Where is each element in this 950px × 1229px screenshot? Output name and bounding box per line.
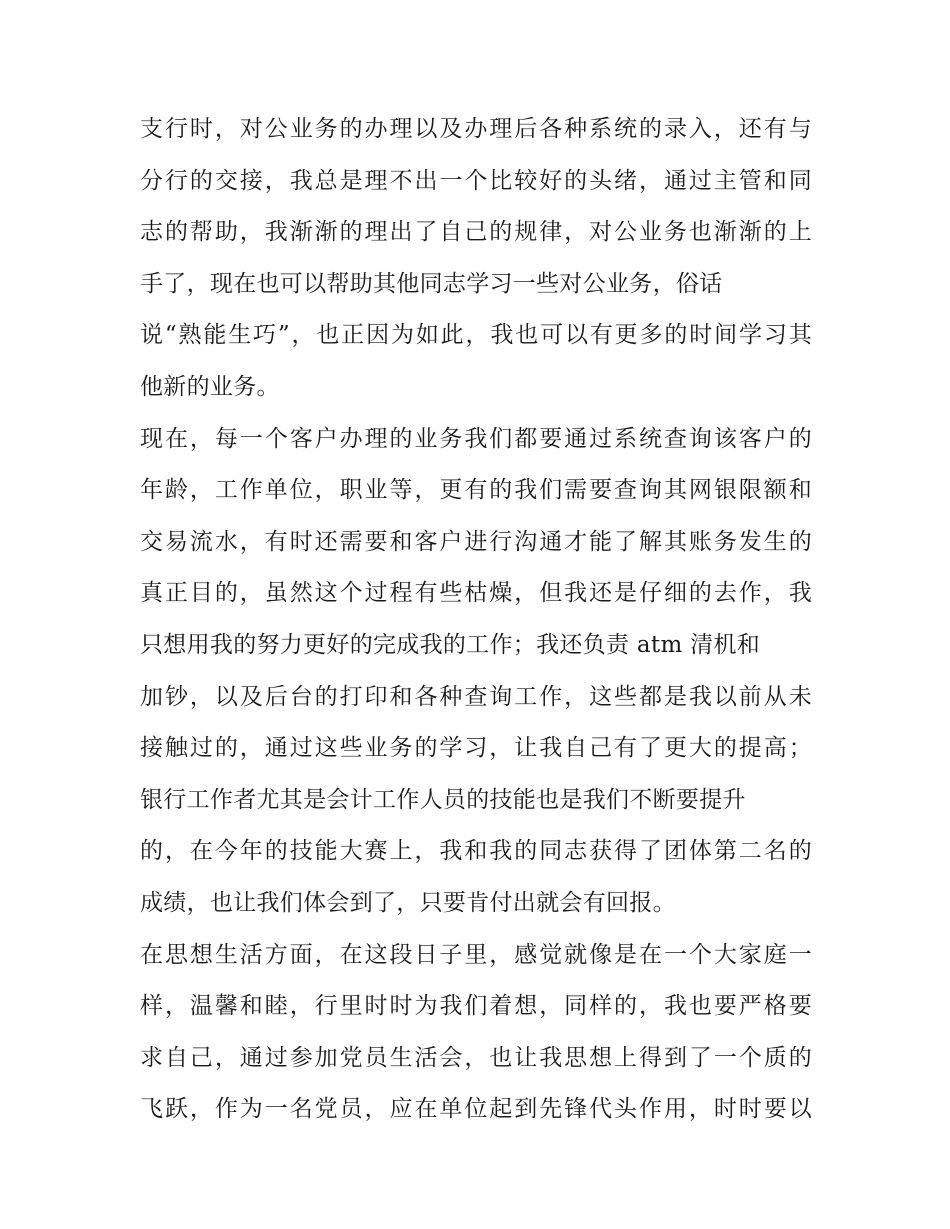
text-line: 志的帮助，我渐渐的理出了自己的规律，对公业务也渐渐的上 (140, 219, 812, 246)
text-line: 分行的交接，我总是理不出一个比较好的头绪，通过主管和同 (140, 167, 812, 194)
text-line: 接触过的，通过这些业务的学习，让我自己有了更大的提高； (140, 735, 812, 762)
text-line: 在思想生活方面，在这段日子里，感觉就像是在一个大家庭一 (140, 941, 812, 968)
text-line: 真正目的，虽然这个过程有些枯燥，但我还是仔细的去作，我 (140, 580, 812, 607)
body-text (140, 104, 812, 1136)
text-line: 他新的业务。 (140, 373, 280, 400)
text-line: 银行工作者尤其是会计工作人员的技能也是我们不断要提升 (140, 786, 746, 813)
text-line: 加钞，以及后台的打印和各种查询工作，这些都是我以前从未 (140, 683, 812, 710)
text-line: 支行时，对公业务的办理以及办理后各种系统的录入，还有与 (140, 116, 812, 142)
text-line: 样，温馨和睦，行里时时为我们着想，同样的，我也要严格要 (140, 993, 812, 1020)
text-line: 交易流水，有时还需要和客户进行沟通才能了解其账务发生的 (140, 528, 812, 555)
text-line: 求自己，通过参加党员生活会，也让我思想上得到了一个质的 (140, 1044, 812, 1071)
text-line: 飞跃，作为一名党员，应在单位起到先锋代头作用，时时要以 (140, 1096, 812, 1123)
text-line: 说“熟能生巧”，也正因为如此，我也可以有更多的时间学习其 (140, 322, 812, 349)
text-line: 的，在今年的技能大赛上，我和我的同志获得了团体第二名的 (140, 838, 812, 865)
text-line: 成绩，也让我们体会到了，只要肯付出就会有回报。 (140, 889, 676, 916)
text-line: 手了，现在也可以帮助其他同志学习一些对公业务，俗话 (140, 270, 723, 297)
text-line: 只想用我的努力更好的完成我的工作；我还负责 atm 清机和 (140, 631, 761, 658)
text-line: 现在，每一个客户办理的业务我们都要通过系统查询该客户的 (140, 425, 812, 452)
text-line: 年龄，工作单位，职业等，更有的我们需要查询其网银限额和 (140, 477, 812, 504)
